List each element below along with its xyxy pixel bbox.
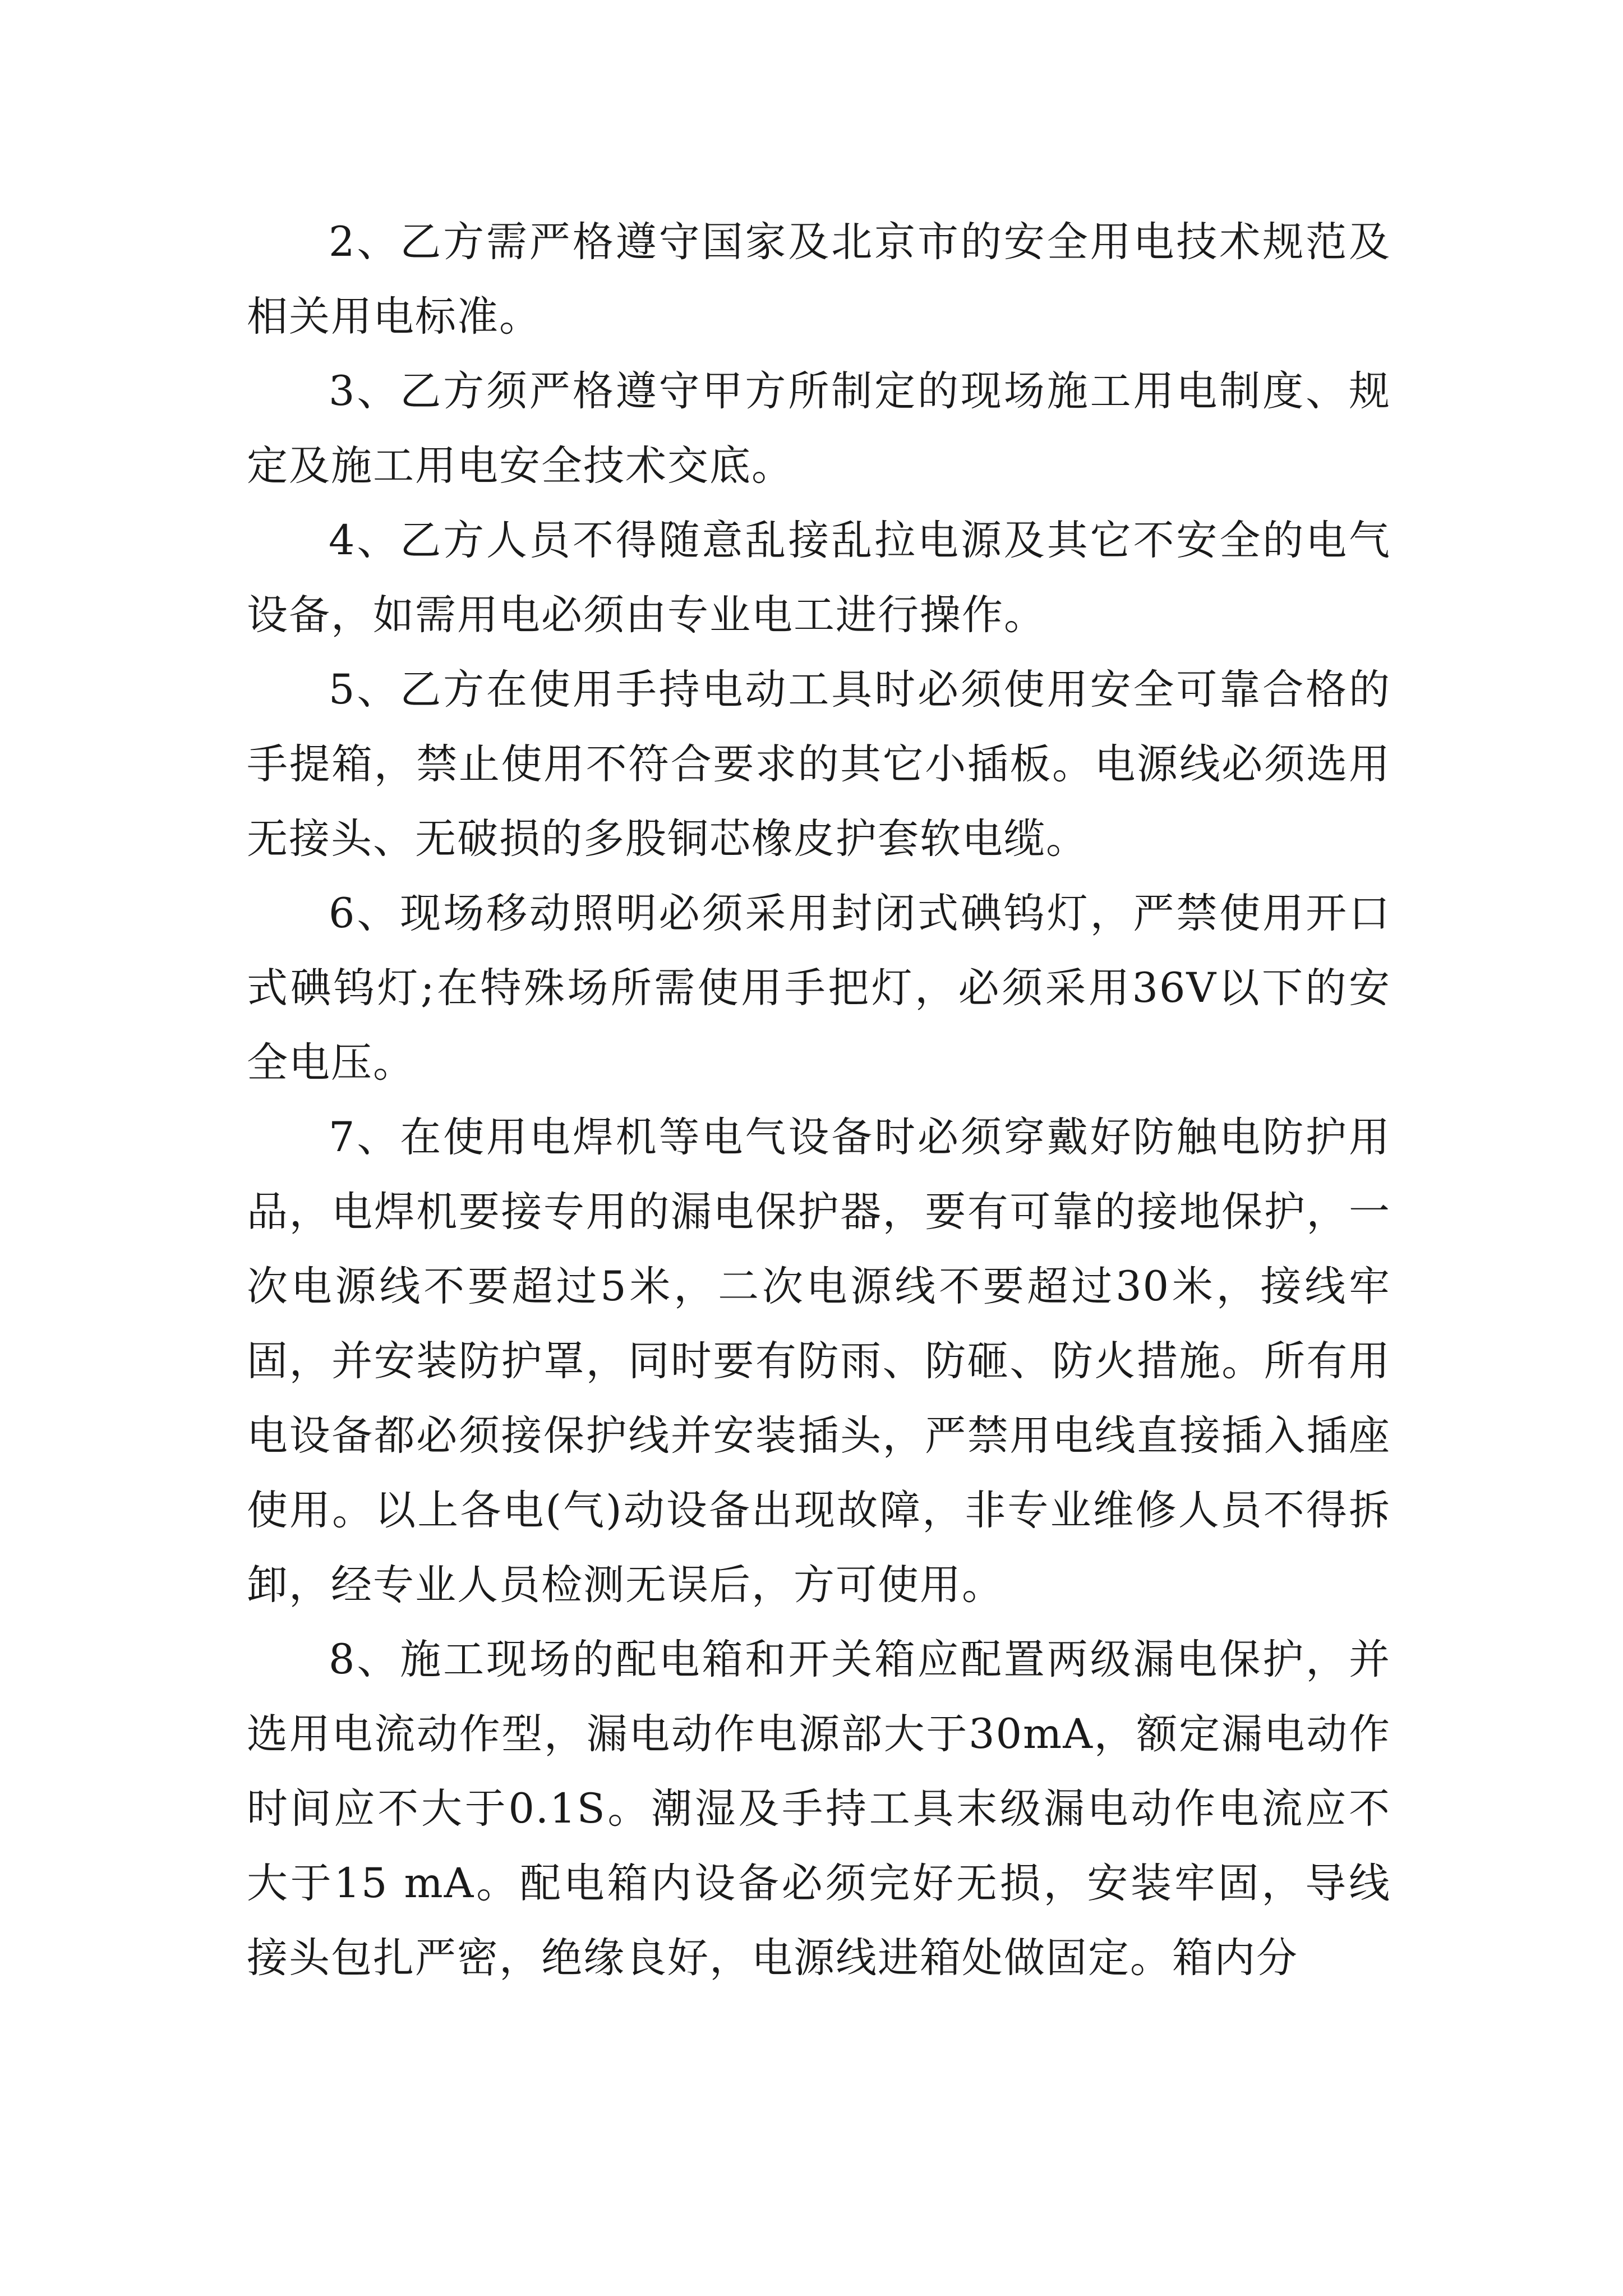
paragraph-7: 7、在使用电焊机等电气设备时必须穿戴好防触电防护用品，电焊机要接专用的漏电保护器，要有可靠的接地保护，一次电源线不要超过5米，二次电源线不要超过30米，接线牢固，并安装防护罩，同时要有防雨、防砸、防火措施。所有用电设备都必须接保护线并安装插头，严禁用电线直接插入插座使用。以上各电(气)动设备出现故障，非专业维修人员不得拆卸，经专业人员检测无误后，方可使用。: [247, 1114, 1391, 1609]
paragraph-4: 4、乙方人员不得随意乱接乱拉电源及其它不安全的电气设备，如需用电必须由专业电工进行操作。: [247, 517, 1391, 639]
document-body: [247, 205, 1391, 1995]
paragraph-3: 3、乙方须严格遵守甲方所制定的现场施工用电制度、规定及施工用电安全技术交底。: [247, 367, 1391, 490]
paragraph-6: 6、现场移动照明必须采用封闭式碘钨灯，严禁使用开口式碘钨灯;在特殊场所需使用手把灯，必须采用36V以下的安全电压。: [247, 890, 1391, 1087]
paragraph-2: 2、乙方需严格遵守国家及北京市的安全用电技术规范及相关用电标准。: [247, 218, 1391, 341]
paragraph-5: 5、乙方在使用手持电动工具时必须使用安全可靠合格的手提箱，禁止使用不符合要求的其它小插板。电源线必须选用无接头、无破损的多股铜芯橡皮护套软电缆。: [247, 666, 1391, 863]
paragraph-8: 8、施工现场的配电箱和开关箱应配置两级漏电保护，并选用电流动作型，漏电动作电源部大于30mA，额定漏电动作时间应不大于0.1S。潮湿及手持工具末级漏电动作电流应不大于15 mA。配电箱内设备必须完好无损，安装牢固，导线接头包扎严密，绝缘良好，电源线进箱处做固定。箱内分: [247, 1636, 1391, 1982]
